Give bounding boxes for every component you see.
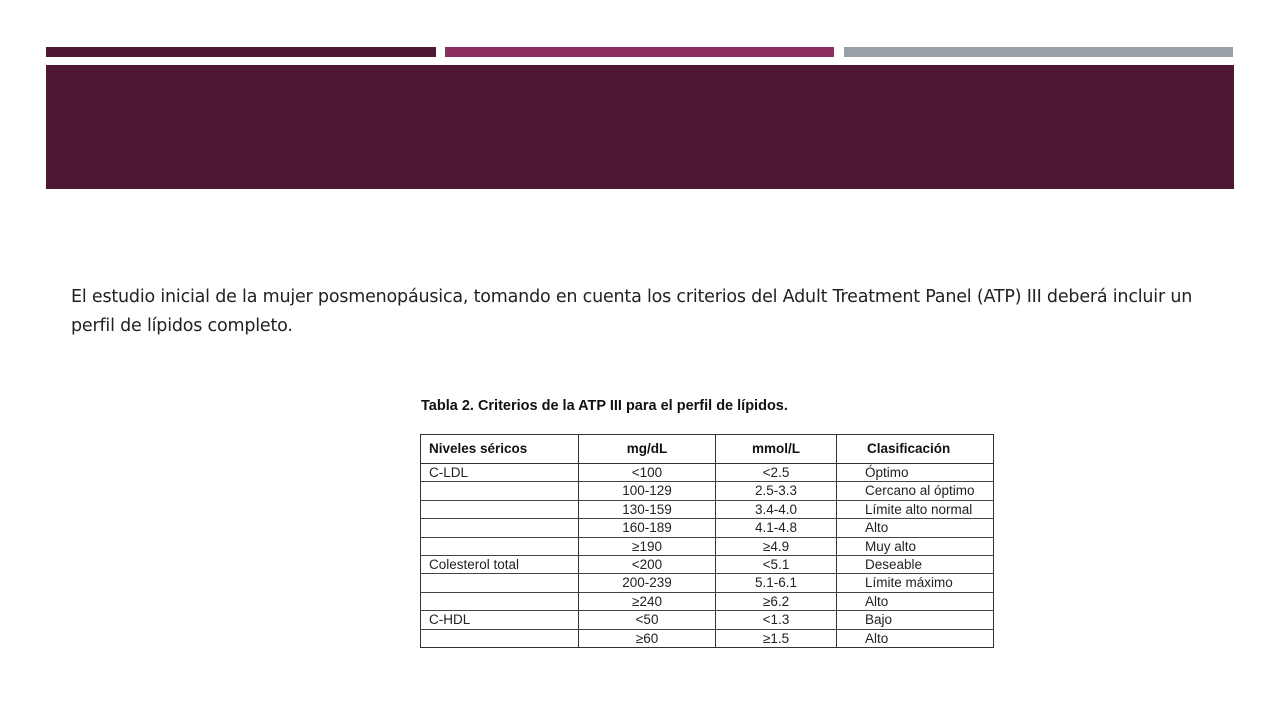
row-cell-mmoll: 4.1-4.8	[716, 519, 837, 537]
row-cell-clasificacion: Alto	[837, 629, 994, 647]
row-cell-clasificacion: Cercano al óptimo	[837, 482, 994, 500]
row-cell-nivel: Colesterol total	[421, 556, 579, 574]
accent-bar-magenta	[445, 47, 834, 57]
row-cell-mmoll: 2.5-3.3	[716, 482, 837, 500]
row-cell-nivel	[421, 500, 579, 518]
row-cell-mgdl: <50	[579, 611, 716, 629]
row-cell-nivel	[421, 574, 579, 592]
body-paragraph: El estudio inicial de la mujer posmenopáusica, tomando en cuenta los criterios del Adult Treatment Panel (ATP) III deberá incluir un perfil de lípidos completo.	[71, 287, 1193, 336]
row-cell-mmoll: <1.3	[716, 611, 837, 629]
row-cell-clasificacion: Muy alto	[837, 537, 994, 555]
table-caption: Tabla 2. Criterios de la ATP III para el perfil de lípidos.	[421, 398, 788, 414]
lipid-criteria-table	[420, 434, 994, 648]
row-cell-mmoll: <5.1	[716, 556, 837, 574]
table-row	[421, 537, 994, 555]
accent-bar-dark	[46, 47, 436, 57]
row-cell-mgdl: ≥60	[579, 629, 716, 647]
row-cell-clasificacion: Bajo	[837, 611, 994, 629]
row-cell-mgdl: 100-129	[579, 482, 716, 500]
row-cell-clasificacion: Óptimo	[837, 464, 994, 482]
accent-bar-gray	[844, 47, 1233, 57]
row-cell-mmoll: ≥4.9	[716, 537, 837, 555]
table-row	[421, 592, 994, 610]
row-cell-mgdl: <100	[579, 464, 716, 482]
title-band	[46, 65, 1234, 189]
row-cell-nivel	[421, 482, 579, 500]
table-row	[421, 500, 994, 518]
row-cell-nivel	[421, 519, 579, 537]
table-row	[421, 556, 994, 574]
row-cell-mmoll: <2.5	[716, 464, 837, 482]
column-header-mmoll: mmol/L	[716, 435, 837, 464]
row-cell-nivel	[421, 537, 579, 555]
row-cell-clasificacion: Límite alto normal	[837, 500, 994, 518]
row-cell-nivel: C-LDL	[421, 464, 579, 482]
row-cell-mmoll: 5.1-6.1	[716, 574, 837, 592]
row-cell-mgdl: 200-239	[579, 574, 716, 592]
table-row	[421, 519, 994, 537]
table-row	[421, 574, 994, 592]
table-row	[421, 482, 994, 500]
table-row	[421, 611, 994, 629]
row-cell-nivel	[421, 629, 579, 647]
row-cell-clasificacion: Límite máximo	[837, 574, 994, 592]
column-header-mgdl: mg/dL	[579, 435, 716, 464]
row-cell-mmoll: ≥6.2	[716, 592, 837, 610]
row-cell-mmoll: ≥1.5	[716, 629, 837, 647]
row-cell-nivel	[421, 592, 579, 610]
table-row	[421, 629, 994, 647]
row-cell-mmoll: 3.4-4.0	[716, 500, 837, 518]
table-row	[421, 464, 994, 482]
row-cell-clasificacion: Alto	[837, 592, 994, 610]
column-header-niveles: Niveles séricos	[421, 435, 579, 464]
row-cell-mgdl: ≥240	[579, 592, 716, 610]
row-cell-clasificacion: Deseable	[837, 556, 994, 574]
row-cell-clasificacion: Alto	[837, 519, 994, 537]
row-cell-mgdl: <200	[579, 556, 716, 574]
row-cell-mgdl: ≥190	[579, 537, 716, 555]
row-cell-mgdl: 160-189	[579, 519, 716, 537]
row-cell-mgdl: 130-159	[579, 500, 716, 518]
column-header-clasificacion: Clasificación	[837, 435, 994, 464]
row-cell-nivel: C-HDL	[421, 611, 579, 629]
table-header-row	[421, 435, 994, 464]
